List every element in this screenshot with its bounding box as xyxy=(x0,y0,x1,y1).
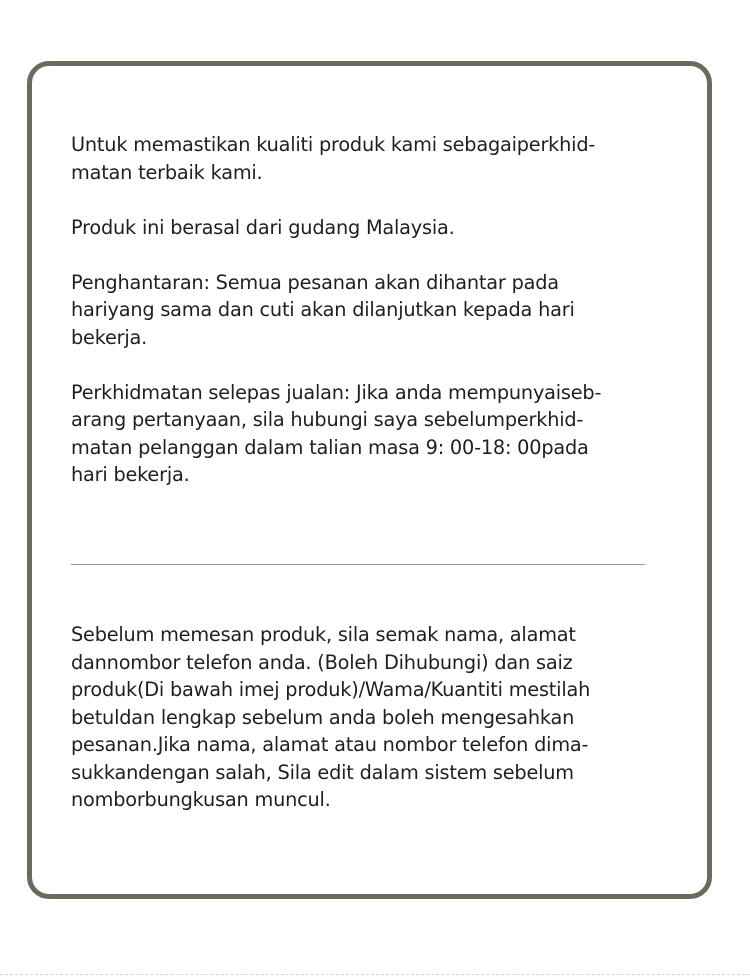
after-sales-statement: Perkhidmatan selepas jualan: Jika anda mempunyaiseb- arang pertanyaan, sila hubungi saya sebelumperkhid- matan pelanggan dalam talian masa 9: 00-18: 00pada hari bekerja. xyxy=(71,380,602,486)
delivery-statement: Penghantaran: Semua pesanan akan dihantar pada hariyang sama dan cuti akan dilanjutkan kepada hari bekerja. xyxy=(71,270,575,349)
origin-statement: Produk ini berasal dari gudang Malaysia. xyxy=(71,215,455,239)
quality-statement: Untuk memastikan kualiti produk kami sebagaiperkhid- matan terbaik kami. xyxy=(71,133,596,184)
order-instructions-section xyxy=(71,621,671,814)
order-instructions-text: Sebelum memesan produk, sila semak nama, alamat dannombor telefon anda. (Boleh Dihubungi) dan saiz produk(Di bawah imej produk)/Wama/Kuantiti mestilah betuldan lengkap sebelum anda boleh mengesahkan pesanan.Jika nama, alamat atau nombor telefon dima- sukkandengan salah, Sila edit dalam sistem sebelum nomborbungkusan muncul. xyxy=(71,623,591,811)
bottom-edge-line xyxy=(0,974,750,975)
shop-info-section xyxy=(71,131,671,489)
section-divider xyxy=(71,564,645,565)
